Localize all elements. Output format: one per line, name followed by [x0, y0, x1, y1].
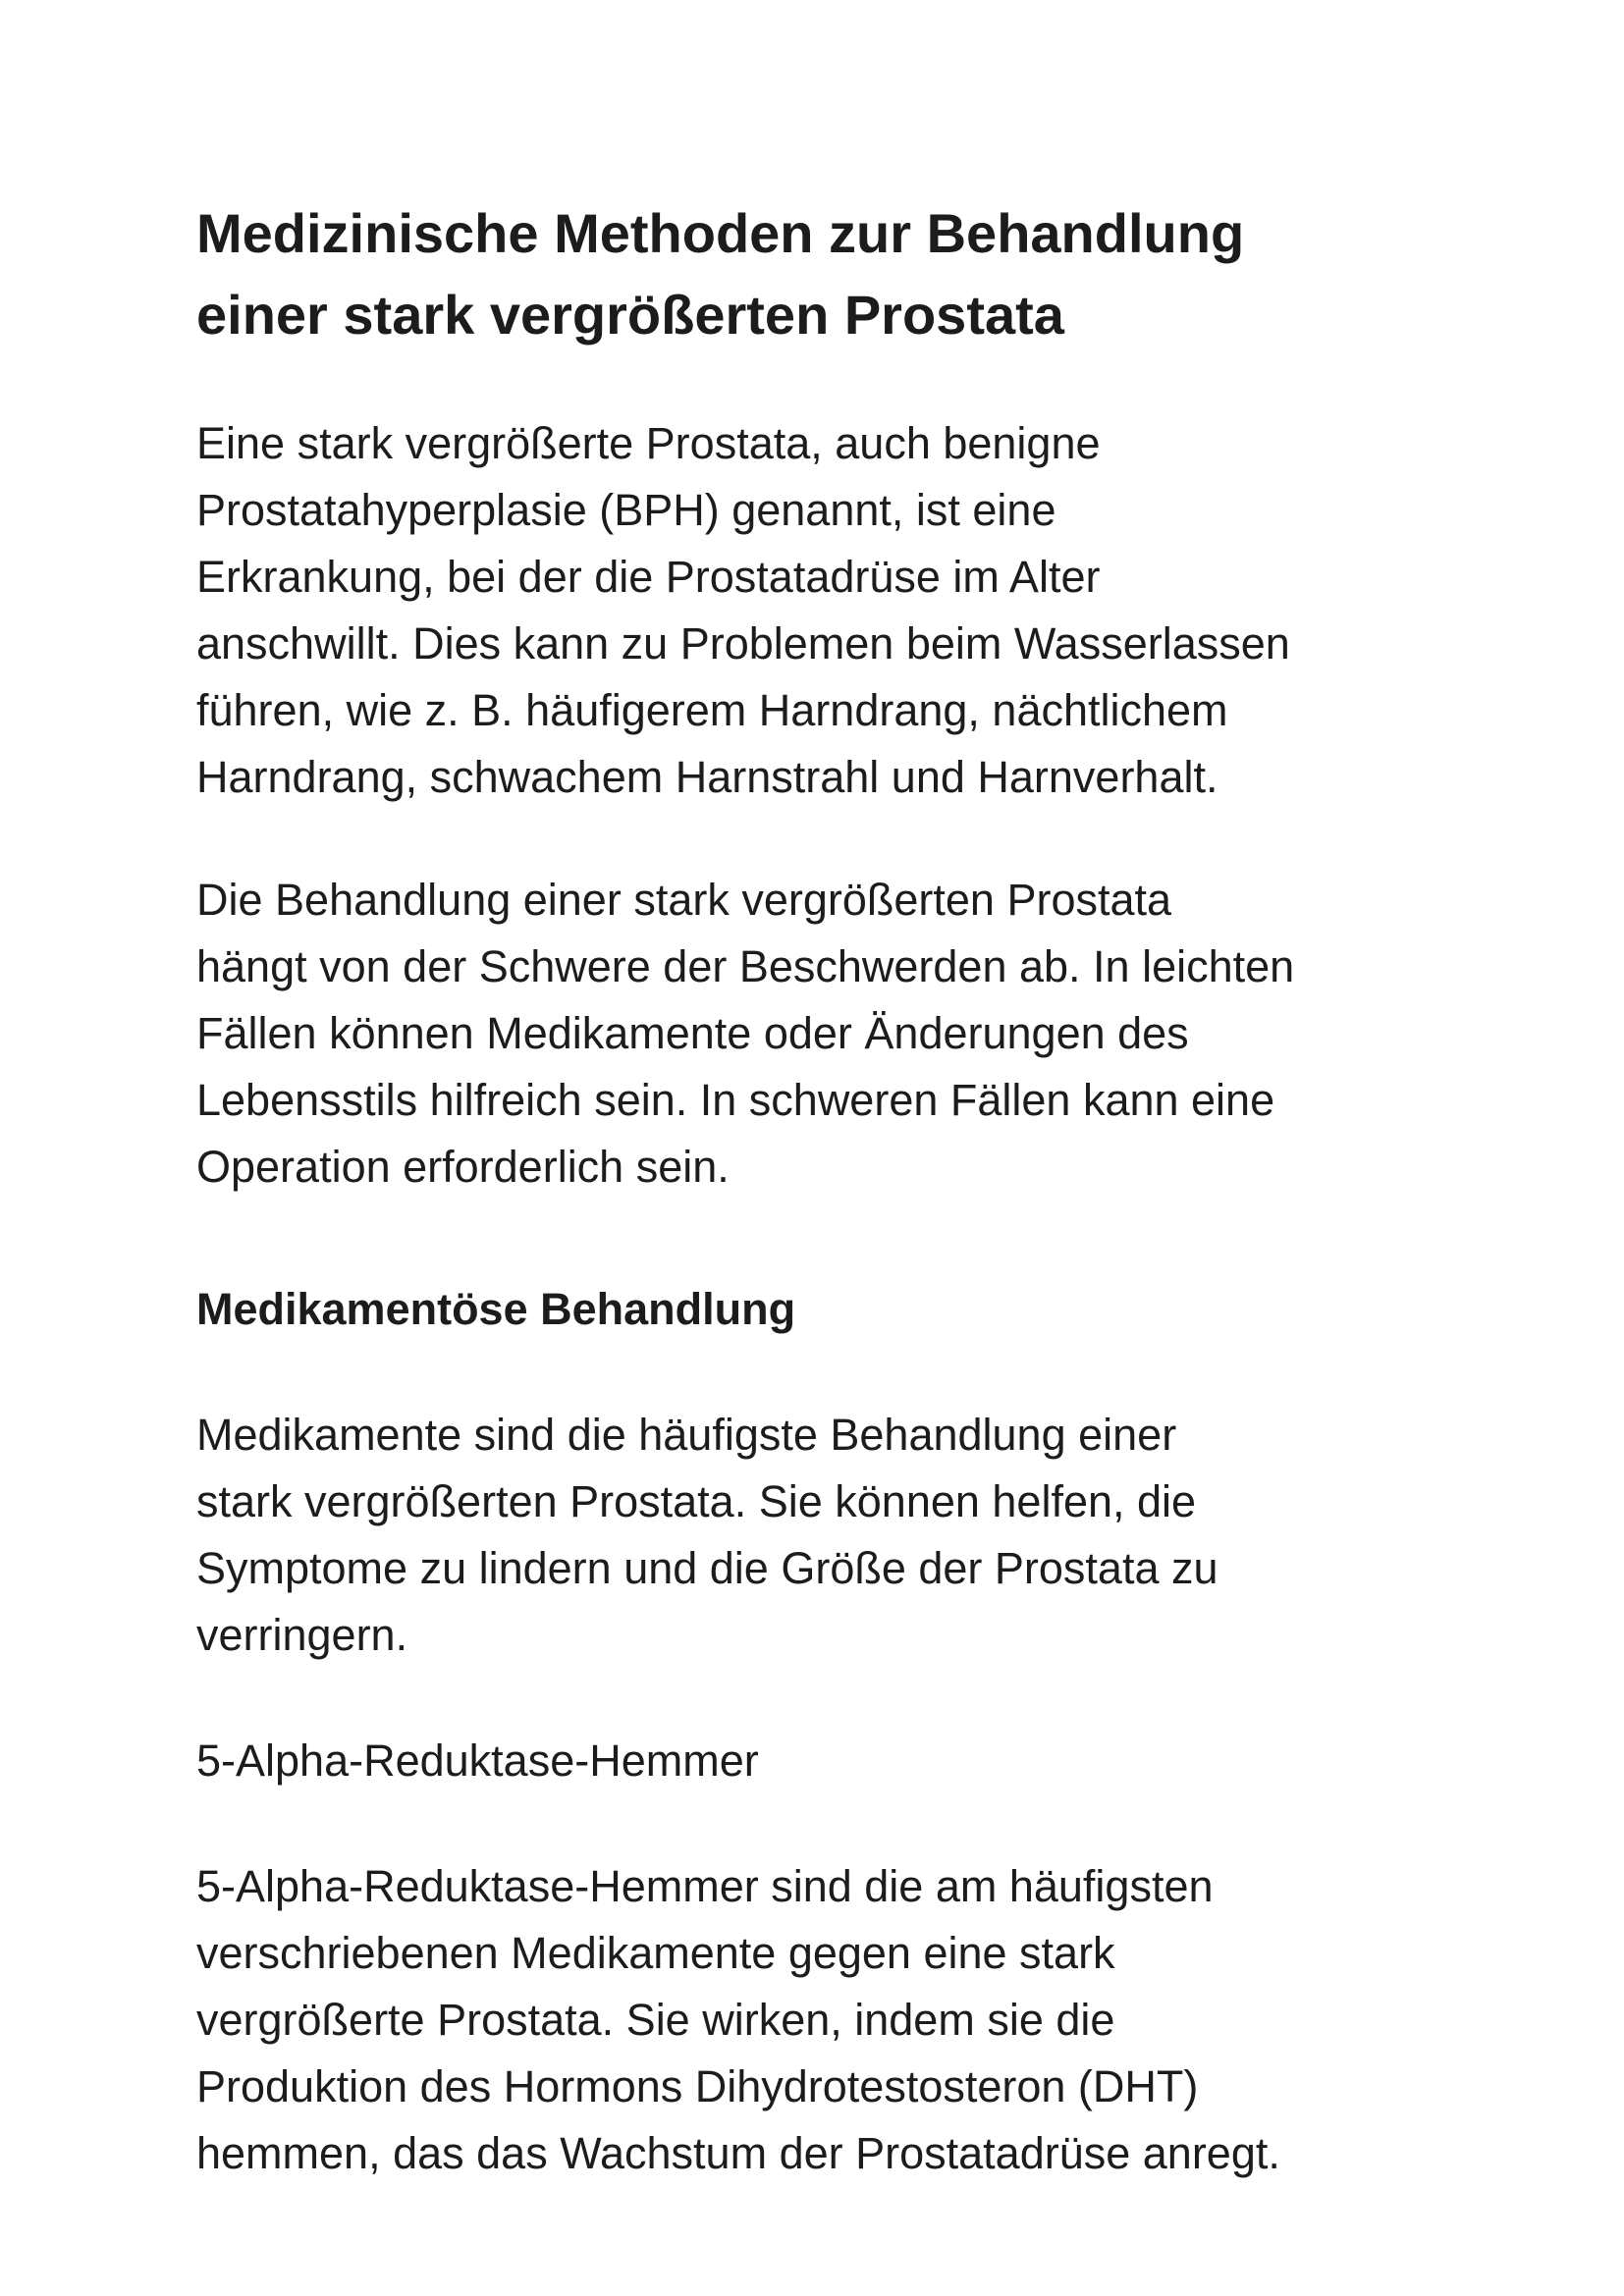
title-line: Medizinische Methoden zur Behandlung: [196, 202, 1245, 264]
treatment-overview-paragraph: [196, 867, 1473, 1201]
paragraph-line: Lebensstils hilfreich sein. In schweren Fällen kann eine: [196, 1075, 1275, 1125]
paragraph-line: Erkrankung, bei der die Prostatadrüse im Alter: [196, 552, 1101, 602]
paragraph-line: anschwillt. Dies kann zu Problemen beim Wasserlassen: [196, 618, 1290, 668]
paragraph-line: 5-Alpha-Reduktase-Hemmer sind die am häufigsten: [196, 1861, 1214, 1911]
paragraph-line: hemmen, das das Wachstum der Prostatadrüse anregt.: [196, 2128, 1280, 2178]
document-page: [196, 192, 1473, 2187]
document-title: [196, 192, 1473, 355]
section-heading: Medikamentöse Behandlung: [196, 1284, 796, 1334]
paragraph-line: hängt von der Schwere der Beschwerden ab. In leichten: [196, 941, 1295, 991]
paragraph-line: Medikamente sind die häufigste Behandlung einer: [196, 1410, 1177, 1460]
medication-paragraph: [196, 1402, 1473, 1669]
paragraph-line: stark vergrößerten Prostata. Sie können helfen, die: [196, 1476, 1197, 1526]
paragraph-line: Symptome zu lindern und die Größe der Prostata zu: [196, 1543, 1218, 1593]
paragraph-line: Harndrang, schwachem Harnstrahl und Harnverhalt.: [196, 752, 1218, 802]
intro-paragraph: [196, 410, 1473, 811]
paragraph-line: Operation erforderlich sein.: [196, 1142, 730, 1192]
paragraph-line: vergrößerte Prostata. Sie wirken, indem sie die: [196, 1995, 1115, 2045]
paragraph-line: Fällen können Medikamente oder Änderungen des: [196, 1008, 1189, 1058]
paragraph-line: Die Behandlung einer stark vergrößerten Prostata: [196, 875, 1172, 925]
inhibitor-paragraph: [196, 1853, 1473, 2187]
title-line: einer stark vergrößerten Prostata: [196, 284, 1064, 346]
paragraph-line: verringern.: [196, 1610, 408, 1660]
subsection-label: 5-Alpha-Reduktase-Hemmer: [196, 1735, 759, 1786]
paragraph-line: Prostatahyperplasie (BPH) genannt, ist eine: [196, 485, 1056, 535]
paragraph-line: Eine stark vergrößerte Prostata, auch benigne: [196, 418, 1101, 468]
paragraph-line: Produktion des Hormons Dihydrotestosteron (DHT): [196, 2061, 1199, 2111]
paragraph-line: verschriebenen Medikamente gegen eine stark: [196, 1928, 1115, 1978]
paragraph-line: führen, wie z. B. häufigerem Harndrang, nächtlichem: [196, 685, 1228, 735]
